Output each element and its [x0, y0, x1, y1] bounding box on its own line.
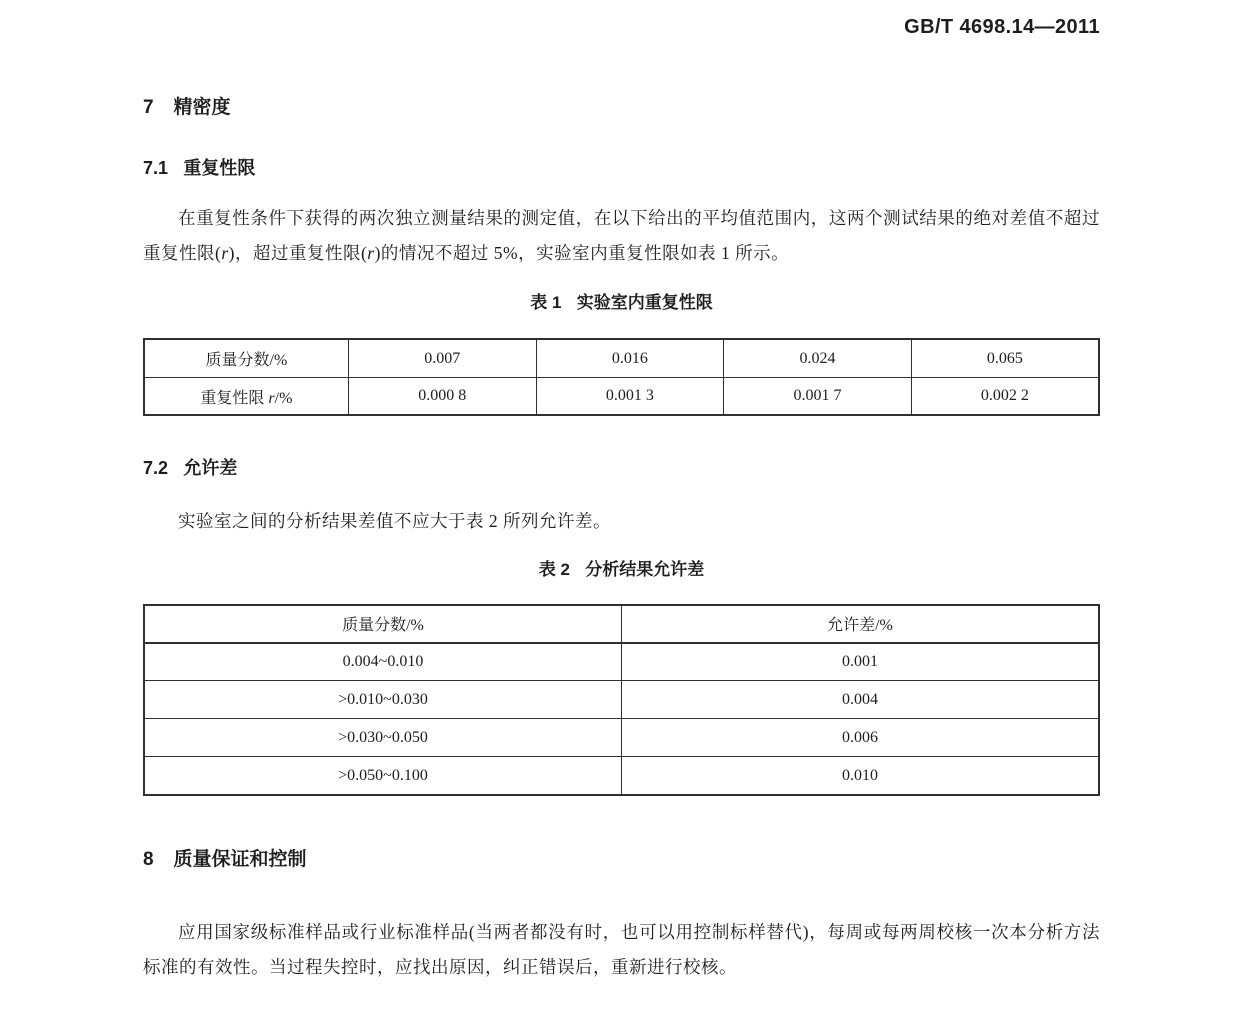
- variable-r: r: [367, 243, 375, 264]
- table-cell: >0.050~0.100: [144, 757, 622, 795]
- table2-caption: [143, 558, 1100, 582]
- section-7-heading: [143, 96, 1100, 120]
- section-7-2-number: 7.2: [143, 458, 169, 479]
- table2-caption-label: 表 2: [538, 559, 570, 579]
- row-label: 重复性限: [200, 389, 269, 407]
- table-row: [144, 757, 1099, 795]
- table1-repeatability-limits: [143, 338, 1100, 416]
- repeatability-paragraph: [143, 201, 1100, 271]
- table-row: [144, 643, 1099, 681]
- table-cell: 0.002 2: [911, 377, 1099, 415]
- column-header: 质量分数/%: [144, 605, 622, 643]
- section-8-number: 8: [143, 848, 154, 870]
- column-header: 允许差/%: [622, 605, 1100, 643]
- table-row: [144, 719, 1099, 757]
- table-row: [144, 339, 1099, 377]
- table-cell: 0.001: [622, 643, 1100, 681]
- section-7-2-title: 允许差: [183, 458, 238, 479]
- table1-caption: [143, 291, 1100, 315]
- permissible-difference-paragraph: 实验室之间的分析结果差值不应大于表 2 所列允许差。: [178, 510, 611, 531]
- row-label-cell: [144, 339, 348, 377]
- table1-container: [143, 338, 1100, 416]
- row-label-cell: [144, 377, 348, 415]
- section-7-title: 精密度: [173, 97, 231, 118]
- quality-assurance-paragraph: 应用国家级标准样品或行业标准样品(当两者都没有时，也可以用控制标样替代)，每周或每两周校核一次本分析方法标准的有效性。当过程失控时，应找出原因，纠正错误后，重新进行校核。: [143, 921, 1100, 977]
- row-label: 质量分数: [205, 352, 270, 369]
- table-cell: 0.016: [536, 339, 724, 377]
- table2-permissible-differences: [143, 604, 1100, 796]
- table-cell: 0.001 7: [724, 377, 912, 415]
- table2-caption-title: 分析结果允许差: [585, 559, 705, 579]
- section-8-title: 质量保证和控制: [173, 848, 307, 870]
- row-label-suffix: /%: [274, 389, 293, 407]
- row-label-var: r: [268, 389, 275, 407]
- section-7-1-heading: [143, 157, 1100, 180]
- section-7-2-heading: [143, 457, 1100, 480]
- table-cell: 0.007: [348, 339, 536, 377]
- table-cell: 0.010: [622, 757, 1100, 795]
- table-cell: >0.010~0.030: [144, 681, 622, 719]
- table-header-row: [144, 605, 1099, 643]
- table-row: [144, 377, 1099, 415]
- section-7-1-title: 重复性限: [183, 157, 256, 178]
- table1-caption-title: 实验室内重复性限: [576, 293, 713, 313]
- table-cell: 0.024: [724, 339, 912, 377]
- table-cell: 0.004~0.010: [144, 643, 622, 681]
- row-label-suffix: /%: [269, 352, 288, 369]
- section-7-number: 7: [143, 97, 154, 118]
- table2-container: [143, 604, 1100, 796]
- table-cell: 0.000 8: [348, 377, 536, 415]
- table-cell: 0.004: [622, 681, 1100, 719]
- table-cell: >0.030~0.050: [144, 719, 622, 757]
- table-row: [144, 681, 1099, 719]
- table-cell: 0.006: [622, 719, 1100, 757]
- paragraph-text: )的情况不超过 5%，实验室内重复性限如表 1 所示。: [374, 243, 790, 264]
- section-8-heading: [143, 848, 1100, 872]
- table-cell: 0.001 3: [536, 377, 724, 415]
- paragraph-text: )，超过重复性限(: [228, 243, 368, 264]
- paragraph-text: 在重复性条件下获得的两次独立测量结果的测定值，在以下给出的平均值范围内，这两个测试结果的绝对差值不超过重复性限(: [143, 208, 1100, 264]
- table-cell: 0.065: [911, 339, 1099, 377]
- table1-caption-label: 表 1: [530, 293, 562, 313]
- variable-r: r: [221, 243, 229, 264]
- standard-code: GB/T 4698.14—2011: [904, 16, 1100, 38]
- section-7-1-number: 7.1: [143, 157, 169, 178]
